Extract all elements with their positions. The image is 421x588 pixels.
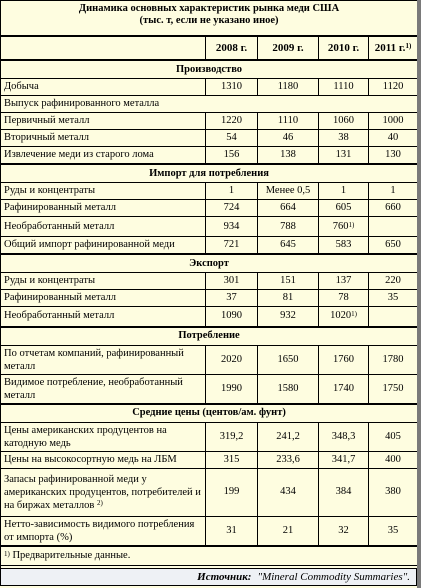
table-row <box>1 217 418 237</box>
section-production: Производство <box>1 60 418 79</box>
header-2011-note: 1) <box>405 42 412 50</box>
cell-value: 220 <box>369 273 418 290</box>
cell-value: 233,6 <box>258 451 319 468</box>
source-label: Источник: <box>197 571 252 583</box>
cell-value: 721 <box>206 237 258 255</box>
table-row <box>1 374 418 404</box>
cell-value: 1 <box>369 183 418 200</box>
footnote-1 <box>1 546 418 566</box>
section-consumption: Потребление <box>1 327 418 346</box>
row-label: Извлечение меди из старого лома <box>1 147 206 165</box>
table-row <box>1 237 418 255</box>
table-row <box>1 273 418 290</box>
cell-value <box>319 217 369 237</box>
row-label: Выпуск рафинированного металла <box>1 96 418 113</box>
table-row <box>1 516 418 546</box>
cell-value: 405 <box>369 422 418 451</box>
table-row <box>1 422 418 451</box>
cell-value: 156 <box>206 147 258 165</box>
row-label <box>1 468 206 516</box>
cell-value: 138 <box>258 147 319 165</box>
cell-value: 54 <box>206 130 258 147</box>
header-2008: 2008 г. <box>206 36 258 60</box>
cell-value: 660 <box>369 200 418 217</box>
cell-value: 724 <box>206 200 258 217</box>
table-row <box>1 200 418 217</box>
cell-value: 1110 <box>319 79 369 96</box>
cell-value: 38 <box>319 130 369 147</box>
cell-value: 1580 <box>258 374 319 404</box>
cell-value: 1 <box>206 183 258 200</box>
row-label: Добыча <box>1 79 206 96</box>
header-2010: 2010 г. <box>319 36 369 60</box>
row-label: Рафинированный металл <box>1 290 206 307</box>
cell-value: 1780 <box>369 345 418 374</box>
cell-value: 32 <box>319 516 369 546</box>
table-row <box>1 79 418 96</box>
header-2011 <box>369 36 418 60</box>
cell-value: 2020 <box>206 345 258 374</box>
table-row <box>1 290 418 307</box>
cell-value: 40 <box>369 130 418 147</box>
table-row <box>1 468 418 516</box>
row-label: Руды и концентраты <box>1 183 206 200</box>
table-row <box>1 130 418 147</box>
section-imports: Импорт для потребления <box>1 164 418 183</box>
row-label: Рафинированный металл <box>1 200 206 217</box>
cell-value: 1180 <box>258 79 319 96</box>
cell-value: 1740 <box>319 374 369 404</box>
table-row <box>1 183 418 200</box>
row-label: Необработанный металл <box>1 217 206 237</box>
cell-value: 1310 <box>206 79 258 96</box>
row-label: Первичный металл <box>1 113 206 130</box>
cell-value: 315 <box>206 451 258 468</box>
cell-value: 78 <box>319 290 369 307</box>
cell-value: 301 <box>206 273 258 290</box>
cell-value: 380 <box>369 468 418 516</box>
cell-value: 1990 <box>206 374 258 404</box>
footnote-mark: 2) <box>97 498 103 507</box>
row-label: Цены американских продуцентов на катодную медь <box>1 422 206 451</box>
cell-value: 1110 <box>258 113 319 130</box>
cell-value: 1760 <box>319 345 369 374</box>
cell-value-text: 760 <box>332 220 349 232</box>
row-label: Необработанный металл <box>1 307 206 327</box>
table-title-line2: (тыс. т, если не указано иное) <box>139 15 279 26</box>
header-row <box>1 36 418 60</box>
cell-value: 1120 <box>369 79 418 96</box>
cell-value: 21 <box>258 516 319 546</box>
row-label: Цены на высокосортную медь на ЛБМ <box>1 451 206 468</box>
footnote-mark: 1) <box>351 310 357 319</box>
footnote-1-mark: 1) <box>4 549 10 558</box>
cell-value: 137 <box>319 273 369 290</box>
row-label: Руды и концентраты <box>1 273 206 290</box>
table-row <box>1 113 418 130</box>
cell-value: 934 <box>206 217 258 237</box>
table-row <box>1 451 418 468</box>
section-exports: Экспорт <box>1 254 418 273</box>
cell-value: 130 <box>369 147 418 165</box>
cell-value <box>319 307 369 327</box>
cell-value: 1 <box>319 183 369 200</box>
right-edge-bar <box>417 0 421 588</box>
row-label: По отчетам компаний, рафинированный металл <box>1 345 206 374</box>
cell-value: 788 <box>258 217 319 237</box>
cell-value: 348,3 <box>319 422 369 451</box>
cell-value: 384 <box>319 468 369 516</box>
source-line <box>0 568 417 586</box>
cell-value: 932 <box>258 307 319 327</box>
table-row <box>1 345 418 374</box>
cell-value <box>369 217 418 237</box>
cell-value: 241,2 <box>258 422 319 451</box>
cell-value <box>369 307 418 327</box>
cell-value: 1090 <box>206 307 258 327</box>
cell-value: 664 <box>258 200 319 217</box>
table-row <box>1 96 418 113</box>
cell-value: 46 <box>258 130 319 147</box>
cell-value: 35 <box>369 516 418 546</box>
section-prices: Средние цены (центов/ам. фунт) <box>1 404 418 423</box>
source-text: "Mineral Commodity Summaries". <box>257 571 410 583</box>
cell-value: 1060 <box>319 113 369 130</box>
cell-value: 583 <box>319 237 369 255</box>
cell-value: 1220 <box>206 113 258 130</box>
cell-value: 131 <box>319 147 369 165</box>
row-label-text: Запасы рафинированной меди у американских продуцентов, потребителей и на биржах металлов <box>4 473 201 511</box>
cell-value: 434 <box>258 468 319 516</box>
row-label: Нетто-зависимость видимого потребления от импорта (%) <box>1 516 206 546</box>
row-label: Общий импорт рафинированной меди <box>1 237 206 255</box>
cell-value: 1000 <box>369 113 418 130</box>
footnote-mark: 1) <box>348 220 355 229</box>
cell-value: Менее 0,5 <box>258 183 319 200</box>
table-row <box>1 307 418 327</box>
row-label: Видимое потребление, необработанный металл <box>1 374 206 404</box>
cell-value: 35 <box>369 290 418 307</box>
footnote-row <box>1 546 418 566</box>
header-2011-label: 2011 г. <box>374 42 406 54</box>
cell-value-text: 1020 <box>330 310 352 322</box>
header-empty-cell <box>1 36 206 60</box>
cell-value: 81 <box>258 290 319 307</box>
cell-value: 37 <box>206 290 258 307</box>
cell-value: 1750 <box>369 374 418 404</box>
cell-value: 151 <box>258 273 319 290</box>
table-title-line1: Динамика основных характеристик рынка меди США <box>78 3 340 14</box>
header-2009: 2009 г. <box>258 36 319 60</box>
footnote-1-text: Предварительные данные. <box>12 549 131 561</box>
cell-value: 400 <box>369 451 418 468</box>
table-title <box>1 1 418 37</box>
cell-value: 1650 <box>258 345 319 374</box>
row-label: Вторичный металл <box>1 130 206 147</box>
cell-value: 31 <box>206 516 258 546</box>
cell-value: 319,2 <box>206 422 258 451</box>
cell-value: 645 <box>258 237 319 255</box>
cell-value: 605 <box>319 200 369 217</box>
cell-value: 650 <box>369 237 418 255</box>
cell-value: 341,7 <box>319 451 369 468</box>
cell-value: 199 <box>206 468 258 516</box>
table-row <box>1 147 418 165</box>
